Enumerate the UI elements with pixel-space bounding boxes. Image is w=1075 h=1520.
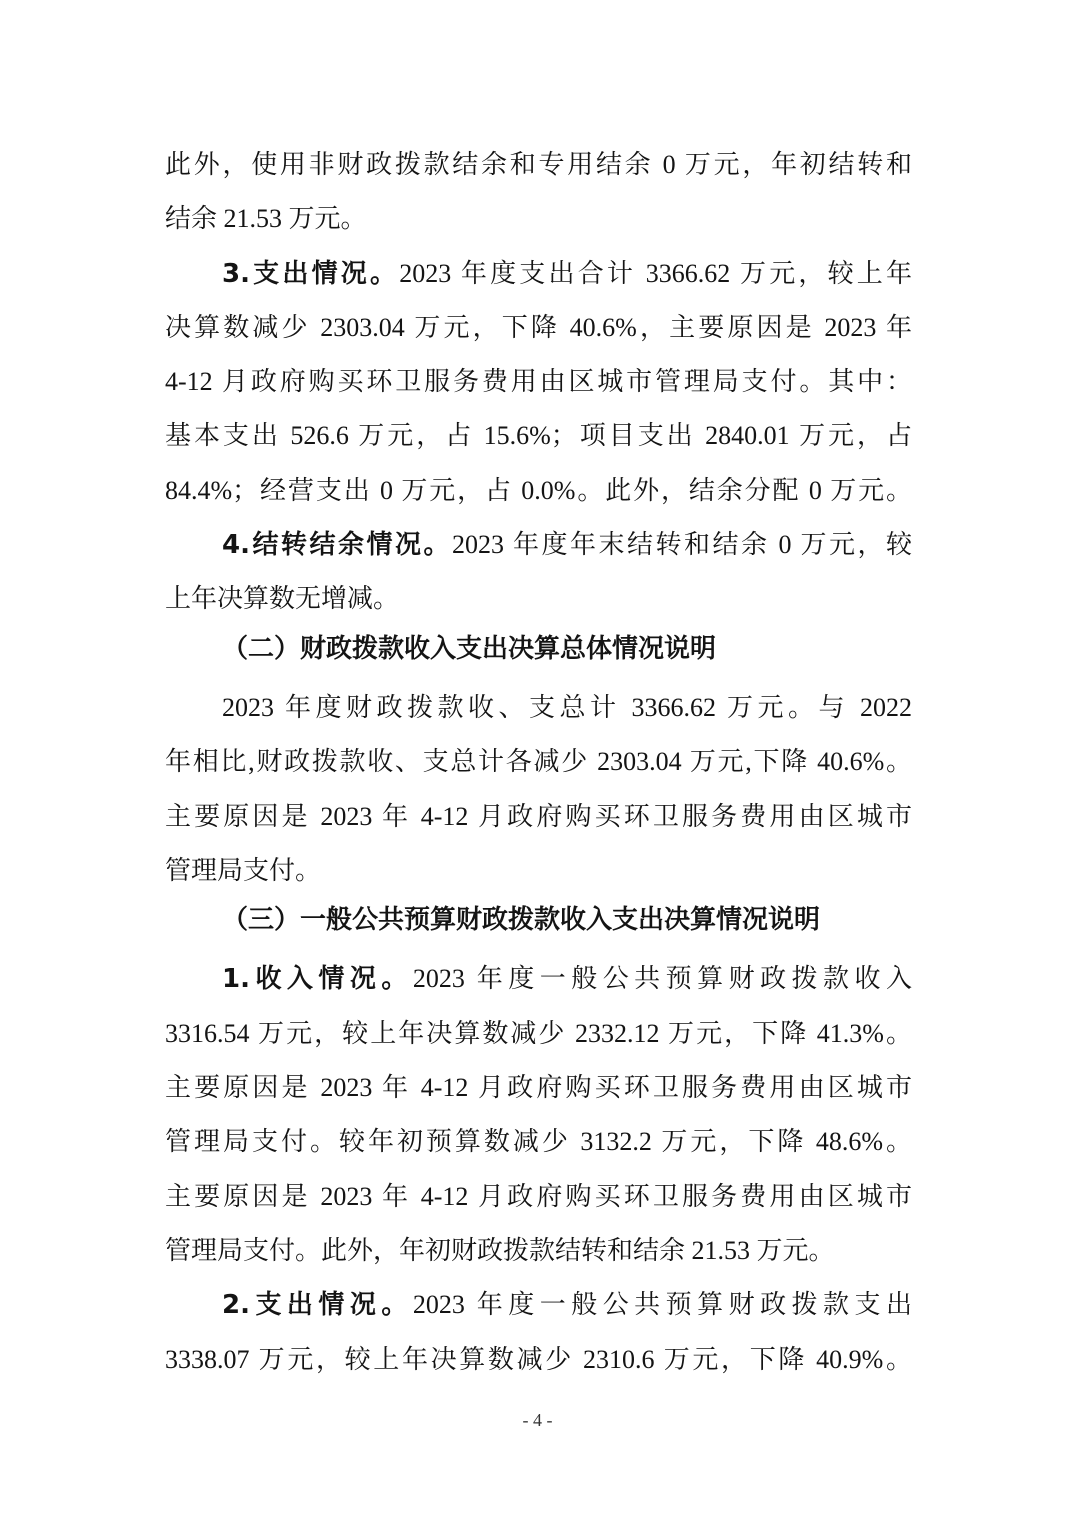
text-line: 主要原因是 2023 年 4-12 月政府购买环卫服务费用由区城市	[165, 1073, 912, 1103]
paragraph-first-line	[165, 247, 912, 301]
paragraph-first-line	[165, 518, 912, 572]
text-line: 4-12 月政府购买环卫服务费用由区城市管理局支付。其中：	[165, 367, 912, 397]
text-line: 3338.07 万元，较上年决算数减少 2310.6 万元，下降 40.9%。	[165, 1344, 912, 1374]
text-line: 决算数减少 2303.04 万元，下降 40.6%，主要原因是 2023 年	[165, 312, 912, 342]
paragraph-lead-heading: 4.结转结余情况。	[222, 530, 452, 561]
paragraph-lead-heading: 3.支出情况。	[222, 258, 400, 289]
paragraph-text: 2023 年度一般公共预算财政拨款支出	[412, 1290, 912, 1320]
text-line: 3316.54 万元，较上年决算数减少 2332.12 万元，下降 41.3%。	[165, 1018, 912, 1048]
text-line: 基本支出 526.6 万元，占 15.6%；项目支出 2840.01 万元，占	[165, 421, 912, 451]
text-line: 主要原因是 2023 年 4-12 月政府购买环卫服务费用由区城市	[165, 801, 912, 831]
paragraph-text: 2023 年度支出合计 3366.62 万元，较上年	[399, 258, 912, 288]
text-line: 上年决算数无增减。	[165, 584, 400, 614]
text-line: 此外，使用非财政拨款结余和专用结余 0 万元，年初结转和	[165, 150, 912, 179]
text-line: 管理局支付。此外，年初财政拨款结转和结余 21.53 万元。	[165, 1235, 835, 1265]
section-heading: （二）财政拨款收入支出决算总体情况说明	[222, 633, 717, 664]
paragraph-lead-heading: 2.支出情况。	[222, 1290, 413, 1321]
text-line: 84.4%；经营支出 0 万元，占 0.0%。此外，结余分配 0 万元。	[165, 475, 912, 505]
paragraph-text: 2023 年度年末结转和结余 0 万元，较	[451, 530, 912, 560]
text-line: 管理局支付。较年初预算数减少 3132.2 万元，下降 48.6%。	[165, 1127, 912, 1157]
paragraph-text: 2023 年度一般公共预算财政拨款收入	[412, 964, 912, 994]
paragraph-first-line	[165, 952, 912, 1006]
paragraph-lead-heading: 1.收入情况。	[222, 964, 413, 995]
page-number: - 4 -	[522, 1410, 553, 1430]
text-line: 管理局支付。	[165, 855, 322, 885]
paragraph-first-line: 2023 年度财政拨款收、支总计 3366.62 万元。与 2022	[222, 692, 912, 722]
text-line: 年相比,财政拨款收、支总计各减少 2303.04 万元,下降 40.6%。	[165, 747, 912, 777]
paragraph-first-line	[165, 1278, 912, 1332]
document-body	[165, 138, 912, 1387]
text-line: 结余 21.53 万元。	[165, 204, 367, 234]
text-line: 主要原因是 2023 年 4-12 月政府购买环卫服务费用由区城市	[165, 1181, 912, 1211]
section-heading: （三）一般公共预算财政拨款收入支出决算情况说明	[222, 905, 821, 936]
